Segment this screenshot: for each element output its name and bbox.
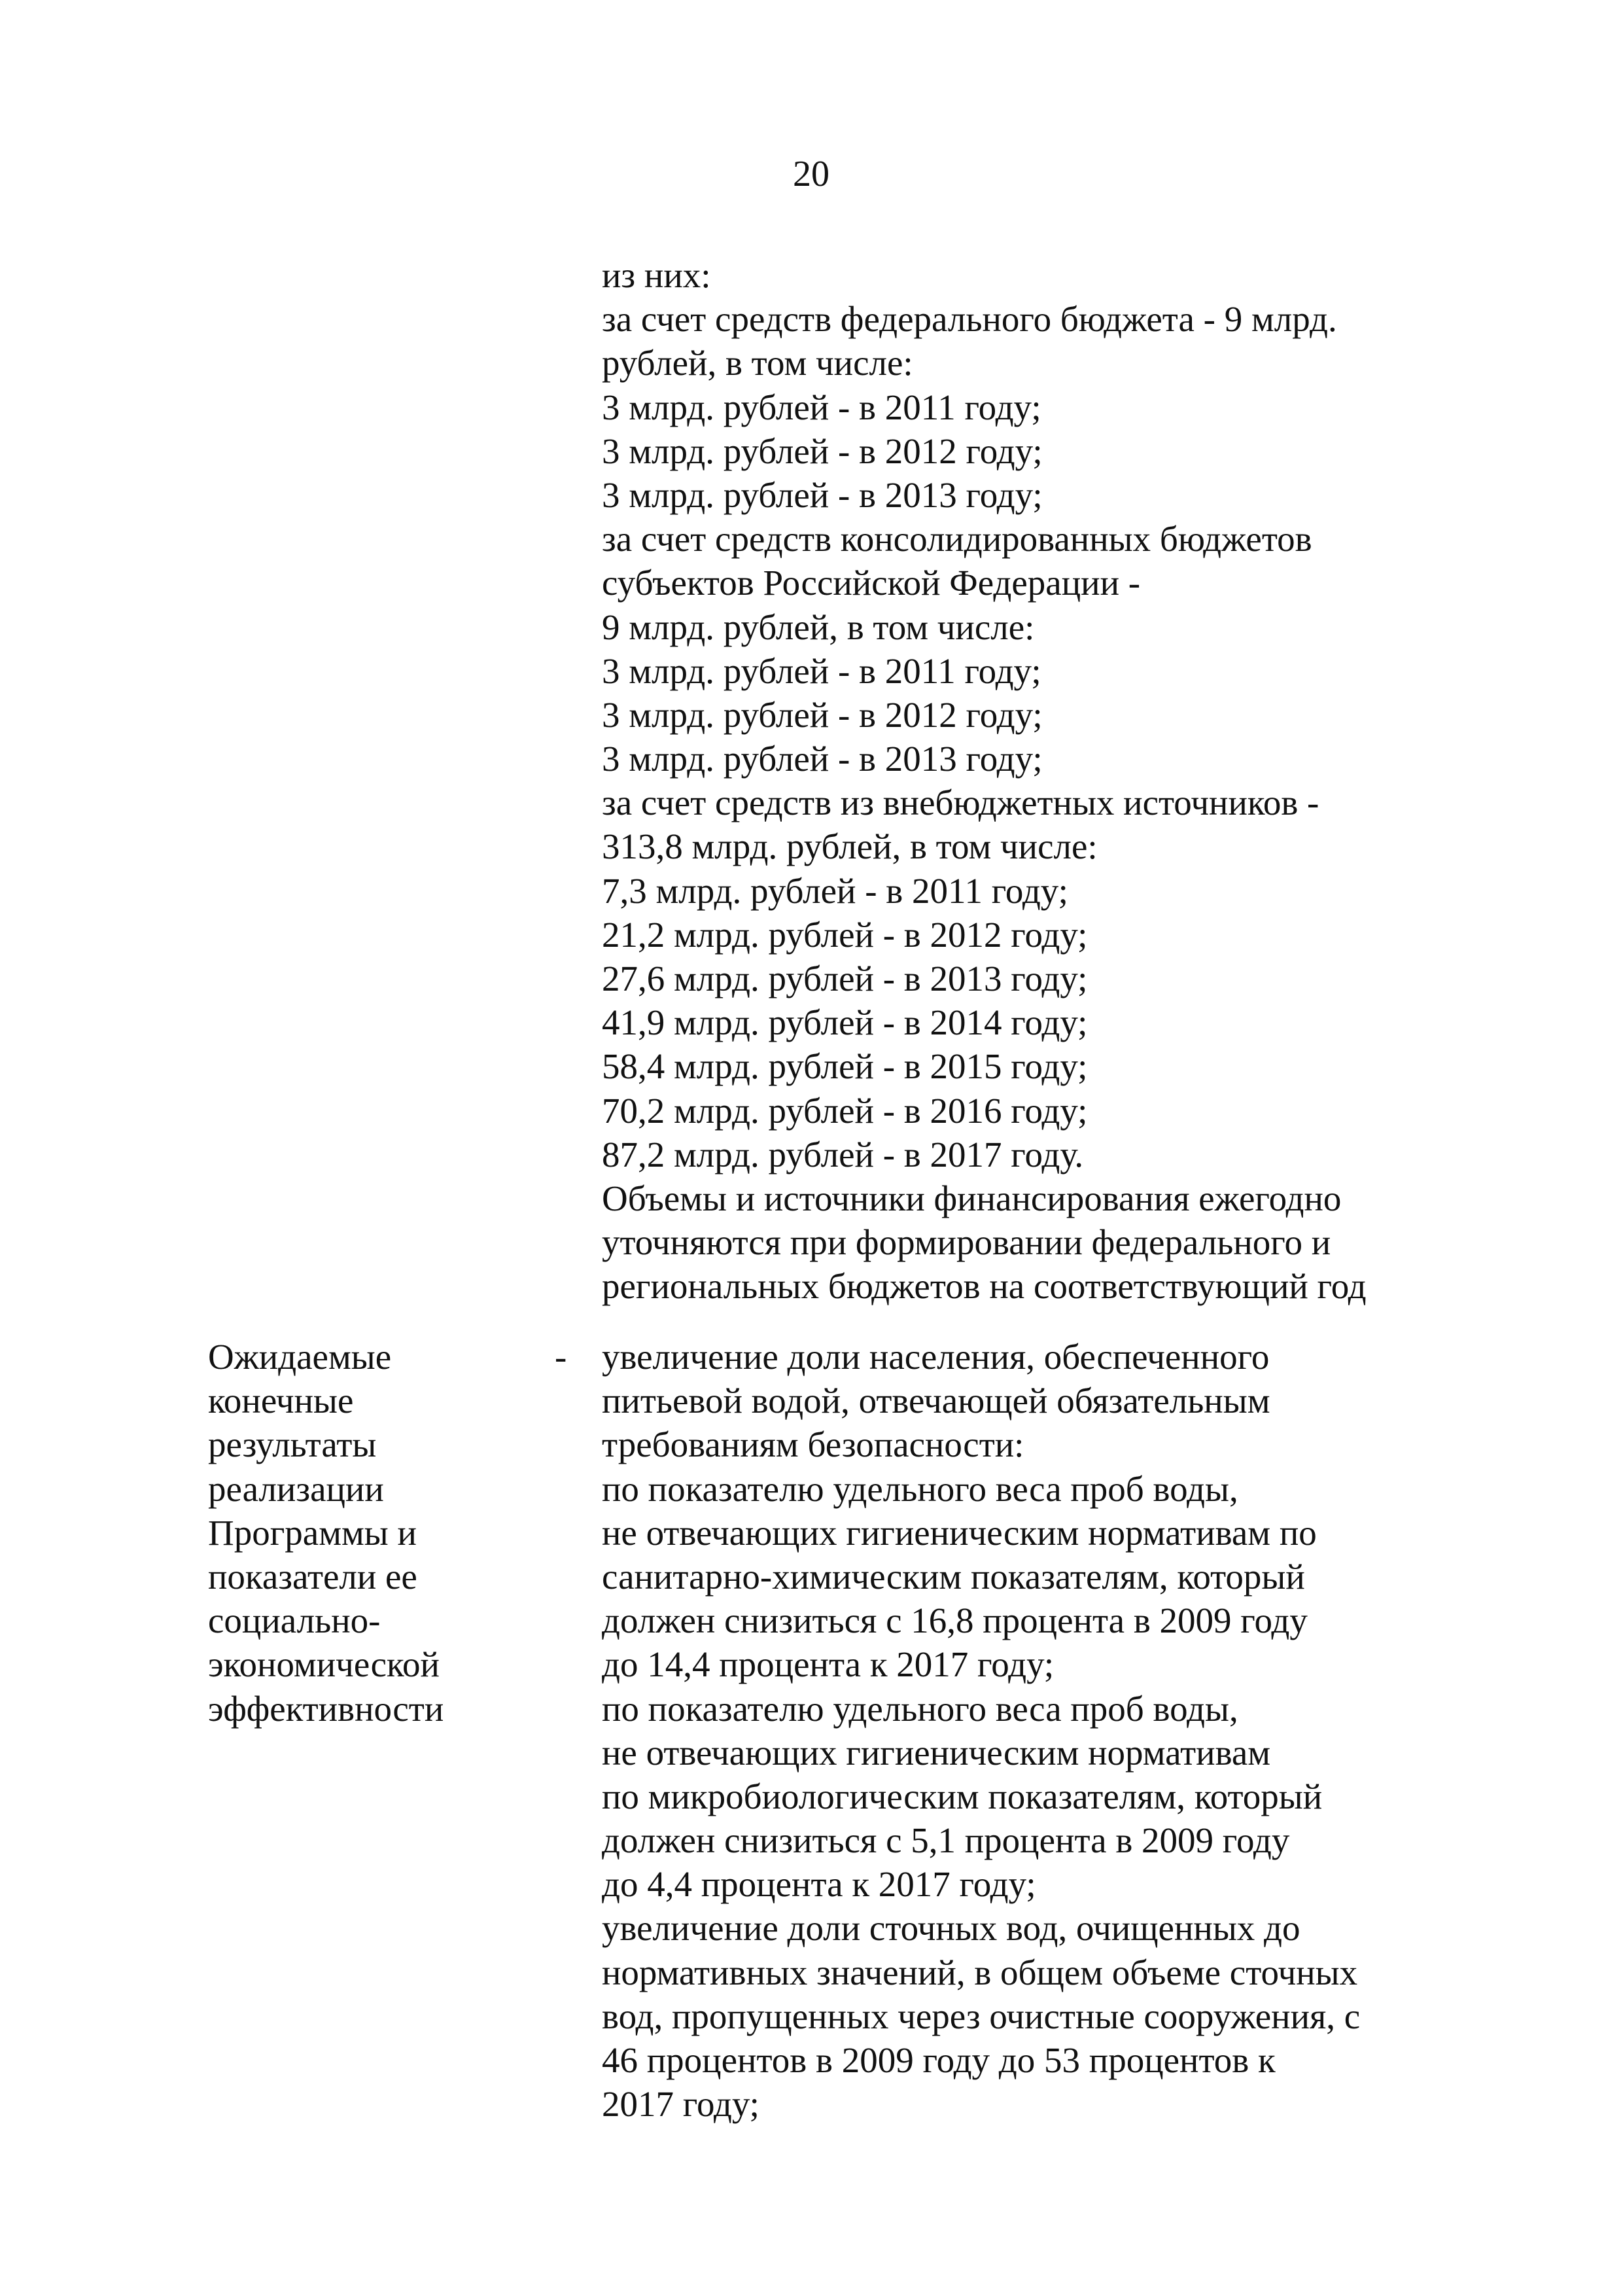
page-number: 20 [793,154,829,194]
financing-line: за счет средств из внебюджетных источников - [602,783,1319,823]
results-line: должен снизиться с 16,8 процента в 2009 году [602,1600,1308,1641]
results-line: вод, пропущенных через очистные сооружения, с [602,1996,1361,2036]
financing-line: рублей, в том числе: [602,343,913,383]
results-section-label [208,1335,522,1731]
results-line: до 14,4 процента к 2017 году; [602,1644,1055,1685]
financing-line: 3 млрд. рублей - в 2012 году; [602,431,1043,471]
financing-line: за счет средств консолидированных бюджетов [602,519,1312,559]
results-line: 46 процентов в 2009 году до 53 процентов к [602,2040,1276,2080]
section-label-line: конечные [208,1381,354,1421]
financing-line: 87,2 млрд. рублей - в 2017 году. [602,1134,1084,1174]
results-line: по показателю удельного веса проб воды, [602,1688,1238,1729]
financing-line: 3 млрд. рублей - в 2013 году; [602,474,1043,515]
financing-line: уточняются при формировании федерального и [602,1222,1331,1263]
results-line: санитарно-химическим показателям, который [602,1556,1305,1597]
results-line: должен снизиться с 5,1 процента в 2009 году [602,1820,1290,1861]
financing-line: Объемы и источники финансирования ежегодно [602,1178,1342,1218]
section-label-line: реализации [208,1468,384,1509]
financing-line: 313,8 млрд. рублей, в том числе: [602,826,1098,867]
section-label-line: результаты [208,1424,377,1465]
results-line: до 4,4 процента к 2017 году; [602,1864,1036,1905]
results-line: 2017 году; [602,2084,759,2125]
financing-line: 41,9 млрд. рублей - в 2014 году; [602,1002,1088,1043]
section-label-line: Программы и [208,1512,417,1553]
results-text-block [602,1335,1452,2126]
results-line: увеличение доли населения, обеспеченного [602,1337,1270,1377]
results-line: увеличение доли сточных вод, очищенных до [602,1908,1300,1949]
financing-line: субъектов Российской Федерации - [602,563,1141,603]
financing-line: 3 млрд. рублей - в 2013 году; [602,739,1043,779]
financing-text-block [602,253,1452,1309]
section-label-line: показатели ее [208,1556,417,1597]
financing-line: 27,6 млрд. рублей - в 2013 году; [602,959,1088,998]
section-label-line: Ожидаемые [208,1337,392,1377]
results-line: нормативных значений, в общем объеме сточных [602,1952,1358,1992]
financing-line: за счет средств федерального бюджета - 9 млрд. [602,299,1337,340]
section-separator-dash: - [555,1337,567,1377]
section-label-line: экономической [208,1644,440,1685]
financing-line: 3 млрд. рублей - в 2012 году; [602,694,1043,735]
financing-line: 70,2 млрд. рублей - в 2016 году; [602,1090,1088,1131]
results-line: по показателю удельного веса проб воды, [602,1468,1238,1509]
results-line: не отвечающих гигиеническим нормативам по [602,1512,1317,1553]
financing-line: 58,4 млрд. рублей - в 2015 году; [602,1046,1088,1087]
financing-line: 3 млрд. рублей - в 2011 году; [602,387,1041,427]
results-line: требованиям безопасности: [602,1424,1024,1465]
results-line: не отвечающих гигиеническим нормативам [602,1732,1271,1773]
section-label-line: эффективности [208,1688,444,1729]
financing-line: региональных бюджетов на соответствующий год [602,1266,1367,1307]
financing-line: из них: [602,255,711,295]
results-line: по микробиологическим показателям, который [602,1776,1323,1816]
financing-line: 21,2 млрд. рублей - в 2012 году; [602,914,1088,955]
financing-line: 7,3 млрд. рублей - в 2011 году; [602,870,1068,911]
financing-line: 9 млрд. рублей, в том числе: [602,607,1035,647]
results-line: питьевой водой, отвечающей обязательным [602,1381,1270,1421]
financing-line: 3 млрд. рублей - в 2011 году; [602,650,1041,691]
section-label-line: социально- [208,1600,381,1641]
